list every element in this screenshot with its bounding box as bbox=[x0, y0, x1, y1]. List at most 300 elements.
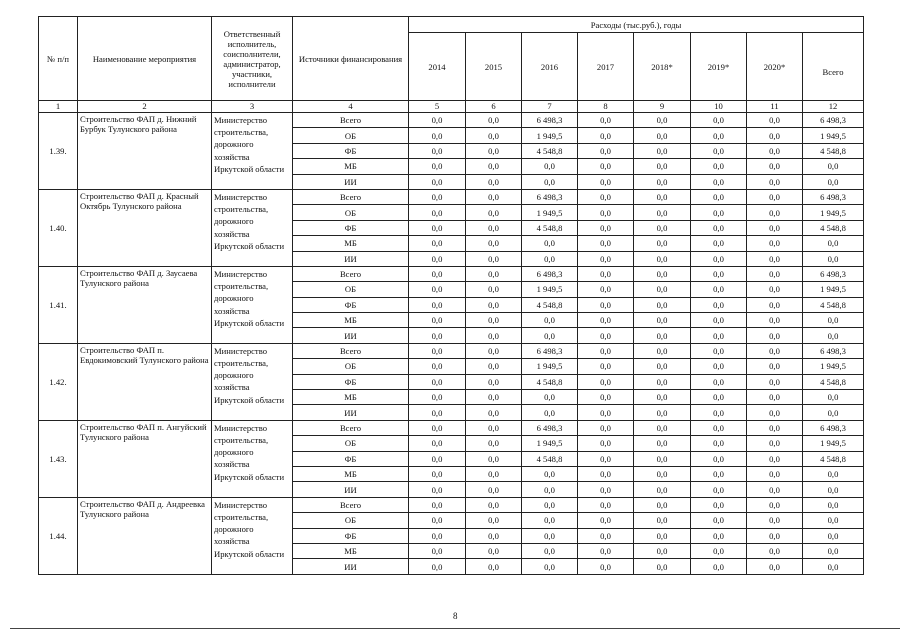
year-value: 0,0 bbox=[409, 236, 466, 251]
year-value: 0,0 bbox=[466, 313, 522, 328]
year-value: 0,0 bbox=[578, 266, 634, 281]
year-value: 6 498,3 bbox=[522, 266, 578, 281]
header-expenses: Расходы (тыс.руб.), годы bbox=[409, 17, 864, 33]
year-value: 0,0 bbox=[578, 189, 634, 204]
year-value: 0,0 bbox=[747, 205, 803, 220]
funding-source: ОБ bbox=[293, 205, 409, 220]
year-value: 0,0 bbox=[691, 113, 747, 128]
year-value: 0,0 bbox=[409, 420, 466, 435]
measure-name: Строительство ФАП д. Нижний Бурбук Тулунского района bbox=[78, 113, 212, 190]
year-value: 0,0 bbox=[578, 128, 634, 143]
year-value: 0,0 bbox=[747, 113, 803, 128]
year-value: 0,0 bbox=[634, 220, 691, 235]
year-value: 0,0 bbox=[409, 451, 466, 466]
year-value: 0,0 bbox=[409, 405, 466, 420]
total-value: 0,0 bbox=[803, 405, 864, 420]
measure-number: 1.44. bbox=[39, 497, 78, 574]
year-value: 0,0 bbox=[691, 359, 747, 374]
total-value: 6 498,3 bbox=[803, 343, 864, 358]
year-value: 0,0 bbox=[466, 266, 522, 281]
year-value: 0,0 bbox=[634, 420, 691, 435]
year-value: 0,0 bbox=[747, 543, 803, 558]
year-value: 0,0 bbox=[578, 497, 634, 512]
column-number: 1 bbox=[39, 101, 78, 113]
year-value: 0,0 bbox=[466, 189, 522, 204]
year-value: 0,0 bbox=[466, 528, 522, 543]
year-value: 0,0 bbox=[691, 282, 747, 297]
total-value: 1 949,5 bbox=[803, 436, 864, 451]
year-value: 0,0 bbox=[466, 482, 522, 497]
funding-source: Всего bbox=[293, 420, 409, 435]
header-num: № п/п bbox=[39, 17, 78, 101]
funding-source: ОБ bbox=[293, 128, 409, 143]
funding-source: МБ bbox=[293, 543, 409, 558]
year-value: 0,0 bbox=[578, 113, 634, 128]
year-value: 0,0 bbox=[409, 113, 466, 128]
year-value: 0,0 bbox=[691, 436, 747, 451]
total-value: 4 548,8 bbox=[803, 297, 864, 312]
year-value: 0,0 bbox=[578, 543, 634, 558]
funding-source: Всего bbox=[293, 189, 409, 204]
year-value: 0,0 bbox=[409, 328, 466, 343]
year-value: 0,0 bbox=[522, 159, 578, 174]
year-value: 0,0 bbox=[522, 528, 578, 543]
year-value: 0,0 bbox=[634, 159, 691, 174]
measure-executor: Министерство строительства, дорожного хозяйства Иркутской области bbox=[212, 266, 293, 343]
funding-source: ФБ bbox=[293, 143, 409, 158]
year-value: 0,0 bbox=[409, 159, 466, 174]
year-value: 0,0 bbox=[409, 528, 466, 543]
year-value: 0,0 bbox=[747, 436, 803, 451]
measure-number: 1.41. bbox=[39, 266, 78, 343]
year-value: 0,0 bbox=[466, 436, 522, 451]
table-row bbox=[39, 266, 864, 281]
funding-source: Всего bbox=[293, 266, 409, 281]
measure-executor: Министерство строительства, дорожного хозяйства Иркутской области bbox=[212, 420, 293, 497]
year-value: 0,0 bbox=[466, 497, 522, 512]
funding-source: Всего bbox=[293, 497, 409, 512]
table-row bbox=[39, 113, 864, 128]
year-value: 0,0 bbox=[634, 513, 691, 528]
year-value: 0,0 bbox=[691, 451, 747, 466]
year-value: 0,0 bbox=[409, 282, 466, 297]
column-number: 7 bbox=[522, 101, 578, 113]
year-value: 0,0 bbox=[578, 405, 634, 420]
table-row bbox=[39, 343, 864, 358]
total-value: 1 949,5 bbox=[803, 128, 864, 143]
year-value: 0,0 bbox=[634, 528, 691, 543]
total-value: 0,0 bbox=[803, 174, 864, 189]
header-year: 2015 bbox=[466, 33, 522, 101]
header-source: Источники финансирования bbox=[293, 17, 409, 101]
year-value: 1 949,5 bbox=[522, 436, 578, 451]
year-value: 0,0 bbox=[691, 466, 747, 481]
funding-source: Всего bbox=[293, 343, 409, 358]
year-value: 0,0 bbox=[409, 251, 466, 266]
total-value: 6 498,3 bbox=[803, 420, 864, 435]
total-value: 1 949,5 bbox=[803, 282, 864, 297]
year-value: 0,0 bbox=[691, 390, 747, 405]
measure-name: Строительство ФАП д. Заусаева Тулунского района bbox=[78, 266, 212, 343]
year-value: 0,0 bbox=[691, 174, 747, 189]
year-value: 6 498,3 bbox=[522, 189, 578, 204]
year-value: 0,0 bbox=[747, 482, 803, 497]
funding-source: ИИ bbox=[293, 251, 409, 266]
year-value: 0,0 bbox=[747, 328, 803, 343]
year-value: 4 548,8 bbox=[522, 143, 578, 158]
measure-number: 1.39. bbox=[39, 113, 78, 190]
year-value: 0,0 bbox=[747, 559, 803, 574]
year-value: 0,0 bbox=[634, 436, 691, 451]
year-value: 0,0 bbox=[466, 220, 522, 235]
year-value: 0,0 bbox=[409, 128, 466, 143]
total-value: 0,0 bbox=[803, 466, 864, 481]
year-value: 0,0 bbox=[578, 374, 634, 389]
header-year: 2017 bbox=[578, 33, 634, 101]
total-value: 0,0 bbox=[803, 513, 864, 528]
year-value: 0,0 bbox=[466, 420, 522, 435]
total-value: 4 548,8 bbox=[803, 143, 864, 158]
year-value: 0,0 bbox=[691, 405, 747, 420]
column-number: 6 bbox=[466, 101, 522, 113]
total-value: 1 949,5 bbox=[803, 359, 864, 374]
year-value: 0,0 bbox=[409, 436, 466, 451]
year-value: 0,0 bbox=[578, 359, 634, 374]
total-value: 0,0 bbox=[803, 251, 864, 266]
header-executor: Ответственный исполнитель, соисполнители, администратор, участники, исполнители bbox=[212, 17, 293, 101]
year-value: 0,0 bbox=[747, 159, 803, 174]
year-value: 0,0 bbox=[691, 128, 747, 143]
year-value: 4 548,8 bbox=[522, 220, 578, 235]
year-value: 0,0 bbox=[522, 513, 578, 528]
year-value: 0,0 bbox=[578, 528, 634, 543]
year-value: 0,0 bbox=[691, 343, 747, 358]
year-value: 0,0 bbox=[409, 497, 466, 512]
year-value: 6 498,3 bbox=[522, 420, 578, 435]
year-value: 0,0 bbox=[466, 236, 522, 251]
year-value: 0,0 bbox=[691, 159, 747, 174]
year-value: 0,0 bbox=[466, 390, 522, 405]
funding-source: ФБ bbox=[293, 297, 409, 312]
page-number: 8 bbox=[453, 611, 458, 621]
year-value: 0,0 bbox=[578, 390, 634, 405]
year-value: 0,0 bbox=[578, 143, 634, 158]
table-body bbox=[39, 113, 864, 575]
year-value: 0,0 bbox=[691, 528, 747, 543]
year-value: 0,0 bbox=[691, 220, 747, 235]
header-year: 2014 bbox=[409, 33, 466, 101]
year-value: 0,0 bbox=[466, 128, 522, 143]
total-value: 0,0 bbox=[803, 559, 864, 574]
year-value: 0,0 bbox=[691, 543, 747, 558]
total-value: 0,0 bbox=[803, 390, 864, 405]
column-number: 9 bbox=[634, 101, 691, 113]
year-value: 0,0 bbox=[634, 205, 691, 220]
year-value: 0,0 bbox=[691, 143, 747, 158]
year-value: 0,0 bbox=[634, 359, 691, 374]
table-row bbox=[39, 189, 864, 204]
header-year: 2016 bbox=[522, 33, 578, 101]
total-value: 0,0 bbox=[803, 543, 864, 558]
year-value: 0,0 bbox=[466, 466, 522, 481]
year-value: 6 498,3 bbox=[522, 113, 578, 128]
total-value: 4 548,8 bbox=[803, 220, 864, 235]
year-value: 0,0 bbox=[466, 174, 522, 189]
year-value: 0,0 bbox=[634, 189, 691, 204]
year-value: 0,0 bbox=[522, 497, 578, 512]
year-value: 0,0 bbox=[578, 282, 634, 297]
year-value: 0,0 bbox=[747, 143, 803, 158]
year-value: 0,0 bbox=[747, 266, 803, 281]
year-value: 0,0 bbox=[522, 174, 578, 189]
year-value: 0,0 bbox=[578, 513, 634, 528]
measure-executor: Министерство строительства, дорожного хозяйства Иркутской области bbox=[212, 497, 293, 574]
year-value: 0,0 bbox=[747, 528, 803, 543]
year-value: 0,0 bbox=[409, 482, 466, 497]
year-value: 4 548,8 bbox=[522, 297, 578, 312]
year-value: 0,0 bbox=[634, 266, 691, 281]
year-value: 0,0 bbox=[691, 236, 747, 251]
year-value: 0,0 bbox=[747, 466, 803, 481]
year-value: 0,0 bbox=[691, 205, 747, 220]
year-value: 0,0 bbox=[634, 313, 691, 328]
year-value: 0,0 bbox=[466, 405, 522, 420]
total-value: 6 498,3 bbox=[803, 189, 864, 204]
year-value: 0,0 bbox=[747, 359, 803, 374]
year-value: 0,0 bbox=[578, 159, 634, 174]
year-value: 0,0 bbox=[634, 405, 691, 420]
year-value: 0,0 bbox=[578, 451, 634, 466]
funding-source: ФБ bbox=[293, 528, 409, 543]
year-value: 0,0 bbox=[466, 374, 522, 389]
year-value: 0,0 bbox=[578, 205, 634, 220]
year-value: 0,0 bbox=[691, 420, 747, 435]
funding-source: ИИ bbox=[293, 482, 409, 497]
year-value: 0,0 bbox=[747, 189, 803, 204]
funding-source: МБ bbox=[293, 313, 409, 328]
year-value: 0,0 bbox=[522, 251, 578, 266]
year-value: 0,0 bbox=[466, 559, 522, 574]
year-value: 0,0 bbox=[409, 205, 466, 220]
year-value: 0,0 bbox=[578, 420, 634, 435]
year-value: 0,0 bbox=[409, 543, 466, 558]
year-value: 0,0 bbox=[691, 482, 747, 497]
year-value: 0,0 bbox=[466, 113, 522, 128]
year-value: 0,0 bbox=[747, 313, 803, 328]
year-value: 0,0 bbox=[691, 559, 747, 574]
funding-source: ИИ bbox=[293, 174, 409, 189]
year-value: 0,0 bbox=[578, 466, 634, 481]
measure-name: Строительство ФАП д. Андреевка Тулунского района bbox=[78, 497, 212, 574]
budget-table bbox=[38, 16, 864, 575]
year-value: 0,0 bbox=[634, 451, 691, 466]
year-value: 0,0 bbox=[634, 543, 691, 558]
year-value: 0,0 bbox=[409, 374, 466, 389]
year-value: 0,0 bbox=[691, 513, 747, 528]
year-value: 1 949,5 bbox=[522, 128, 578, 143]
funding-source: МБ bbox=[293, 466, 409, 481]
year-value: 0,0 bbox=[522, 405, 578, 420]
year-value: 0,0 bbox=[747, 297, 803, 312]
year-value: 0,0 bbox=[409, 359, 466, 374]
year-value: 0,0 bbox=[466, 297, 522, 312]
year-value: 0,0 bbox=[634, 390, 691, 405]
year-value: 0,0 bbox=[747, 174, 803, 189]
year-value: 0,0 bbox=[747, 343, 803, 358]
year-value: 0,0 bbox=[409, 174, 466, 189]
year-value: 0,0 bbox=[747, 405, 803, 420]
total-value: 0,0 bbox=[803, 159, 864, 174]
year-value: 0,0 bbox=[409, 513, 466, 528]
column-number: 11 bbox=[747, 101, 803, 113]
year-value: 0,0 bbox=[522, 559, 578, 574]
year-value: 0,0 bbox=[409, 266, 466, 281]
column-number: 12 bbox=[803, 101, 864, 113]
year-value: 0,0 bbox=[691, 497, 747, 512]
column-number: 10 bbox=[691, 101, 747, 113]
funding-source: ФБ bbox=[293, 374, 409, 389]
total-value: 0,0 bbox=[803, 236, 864, 251]
year-value: 0,0 bbox=[409, 559, 466, 574]
year-value: 0,0 bbox=[747, 251, 803, 266]
year-value: 0,0 bbox=[634, 559, 691, 574]
year-value: 0,0 bbox=[691, 297, 747, 312]
funding-source: МБ bbox=[293, 159, 409, 174]
year-value: 1 949,5 bbox=[522, 205, 578, 220]
year-value: 0,0 bbox=[634, 174, 691, 189]
measure-executor: Министерство строительства, дорожного хозяйства Иркутской области bbox=[212, 189, 293, 266]
year-value: 0,0 bbox=[634, 236, 691, 251]
year-value: 0,0 bbox=[522, 482, 578, 497]
funding-source: Всего bbox=[293, 113, 409, 128]
year-value: 0,0 bbox=[522, 543, 578, 558]
year-value: 0,0 bbox=[409, 143, 466, 158]
header-year: 2019* bbox=[691, 33, 747, 101]
year-value: 0,0 bbox=[691, 251, 747, 266]
year-value: 4 548,8 bbox=[522, 374, 578, 389]
year-value: 0,0 bbox=[409, 220, 466, 235]
total-value: 4 548,8 bbox=[803, 374, 864, 389]
year-value: 0,0 bbox=[466, 159, 522, 174]
total-value: 0,0 bbox=[803, 328, 864, 343]
funding-source: ФБ bbox=[293, 220, 409, 235]
header-total: Всего bbox=[803, 33, 864, 101]
funding-source: ИИ bbox=[293, 328, 409, 343]
year-value: 0,0 bbox=[634, 128, 691, 143]
measure-name: Строительство ФАП п. Евдокимовский Тулунского района bbox=[78, 343, 212, 420]
year-value: 0,0 bbox=[634, 343, 691, 358]
funding-source: МБ bbox=[293, 236, 409, 251]
year-value: 0,0 bbox=[747, 513, 803, 528]
year-value: 0,0 bbox=[747, 390, 803, 405]
year-value: 0,0 bbox=[691, 313, 747, 328]
funding-source: ОБ bbox=[293, 359, 409, 374]
column-number: 2 bbox=[78, 101, 212, 113]
year-value: 0,0 bbox=[747, 451, 803, 466]
year-value: 0,0 bbox=[691, 374, 747, 389]
year-value: 0,0 bbox=[634, 113, 691, 128]
measure-number: 1.40. bbox=[39, 189, 78, 266]
document-page bbox=[38, 16, 864, 575]
year-value: 0,0 bbox=[409, 466, 466, 481]
year-value: 0,0 bbox=[634, 328, 691, 343]
year-value: 0,0 bbox=[578, 297, 634, 312]
header-name: Наименование мероприятия bbox=[78, 17, 212, 101]
year-value: 0,0 bbox=[409, 390, 466, 405]
year-value: 0,0 bbox=[522, 236, 578, 251]
year-value: 0,0 bbox=[634, 482, 691, 497]
year-value: 0,0 bbox=[522, 313, 578, 328]
year-value: 0,0 bbox=[747, 374, 803, 389]
year-value: 1 949,5 bbox=[522, 359, 578, 374]
column-number: 8 bbox=[578, 101, 634, 113]
funding-source: МБ bbox=[293, 390, 409, 405]
funding-source: ОБ bbox=[293, 436, 409, 451]
header-year: 2018* bbox=[634, 33, 691, 101]
year-value: 0,0 bbox=[634, 466, 691, 481]
year-value: 0,0 bbox=[466, 328, 522, 343]
year-value: 4 548,8 bbox=[522, 451, 578, 466]
year-value: 0,0 bbox=[466, 359, 522, 374]
total-value: 6 498,3 bbox=[803, 266, 864, 281]
year-value: 0,0 bbox=[578, 343, 634, 358]
year-value: 0,0 bbox=[466, 543, 522, 558]
year-value: 0,0 bbox=[747, 128, 803, 143]
year-value: 0,0 bbox=[522, 466, 578, 481]
year-value: 0,0 bbox=[578, 251, 634, 266]
measure-number: 1.43. bbox=[39, 420, 78, 497]
table-row bbox=[39, 497, 864, 512]
year-value: 0,0 bbox=[747, 282, 803, 297]
year-value: 0,0 bbox=[466, 205, 522, 220]
year-value: 0,0 bbox=[466, 251, 522, 266]
year-value: 0,0 bbox=[409, 343, 466, 358]
funding-source: ИИ bbox=[293, 405, 409, 420]
page-bottom-rule bbox=[10, 628, 900, 629]
year-value: 0,0 bbox=[466, 451, 522, 466]
year-value: 0,0 bbox=[409, 313, 466, 328]
column-number: 3 bbox=[212, 101, 293, 113]
year-value: 0,0 bbox=[634, 282, 691, 297]
total-value: 6 498,3 bbox=[803, 113, 864, 128]
header-year: 2020* bbox=[747, 33, 803, 101]
measure-executor: Министерство строительства, дорожного хозяйства Иркутской области bbox=[212, 343, 293, 420]
measure-executor: Министерство строительства, дорожного хозяйства Иркутской области bbox=[212, 113, 293, 190]
measure-name: Строительство ФАП д. Красный Октябрь Тулунского района bbox=[78, 189, 212, 266]
funding-source: ОБ bbox=[293, 513, 409, 528]
funding-source: ОБ bbox=[293, 282, 409, 297]
year-value: 0,0 bbox=[634, 143, 691, 158]
year-value: 1 949,5 bbox=[522, 282, 578, 297]
year-value: 0,0 bbox=[634, 497, 691, 512]
year-value: 0,0 bbox=[578, 313, 634, 328]
total-value: 0,0 bbox=[803, 482, 864, 497]
year-value: 0,0 bbox=[409, 297, 466, 312]
total-value: 1 949,5 bbox=[803, 205, 864, 220]
year-value: 0,0 bbox=[578, 559, 634, 574]
year-value: 0,0 bbox=[578, 236, 634, 251]
year-value: 0,0 bbox=[466, 282, 522, 297]
column-number-row bbox=[39, 101, 864, 113]
table-row bbox=[39, 420, 864, 435]
total-value: 0,0 bbox=[803, 313, 864, 328]
year-value: 0,0 bbox=[578, 328, 634, 343]
year-value: 0,0 bbox=[747, 220, 803, 235]
measure-number: 1.42. bbox=[39, 343, 78, 420]
year-value: 0,0 bbox=[747, 497, 803, 512]
column-number: 5 bbox=[409, 101, 466, 113]
total-value: 0,0 bbox=[803, 528, 864, 543]
